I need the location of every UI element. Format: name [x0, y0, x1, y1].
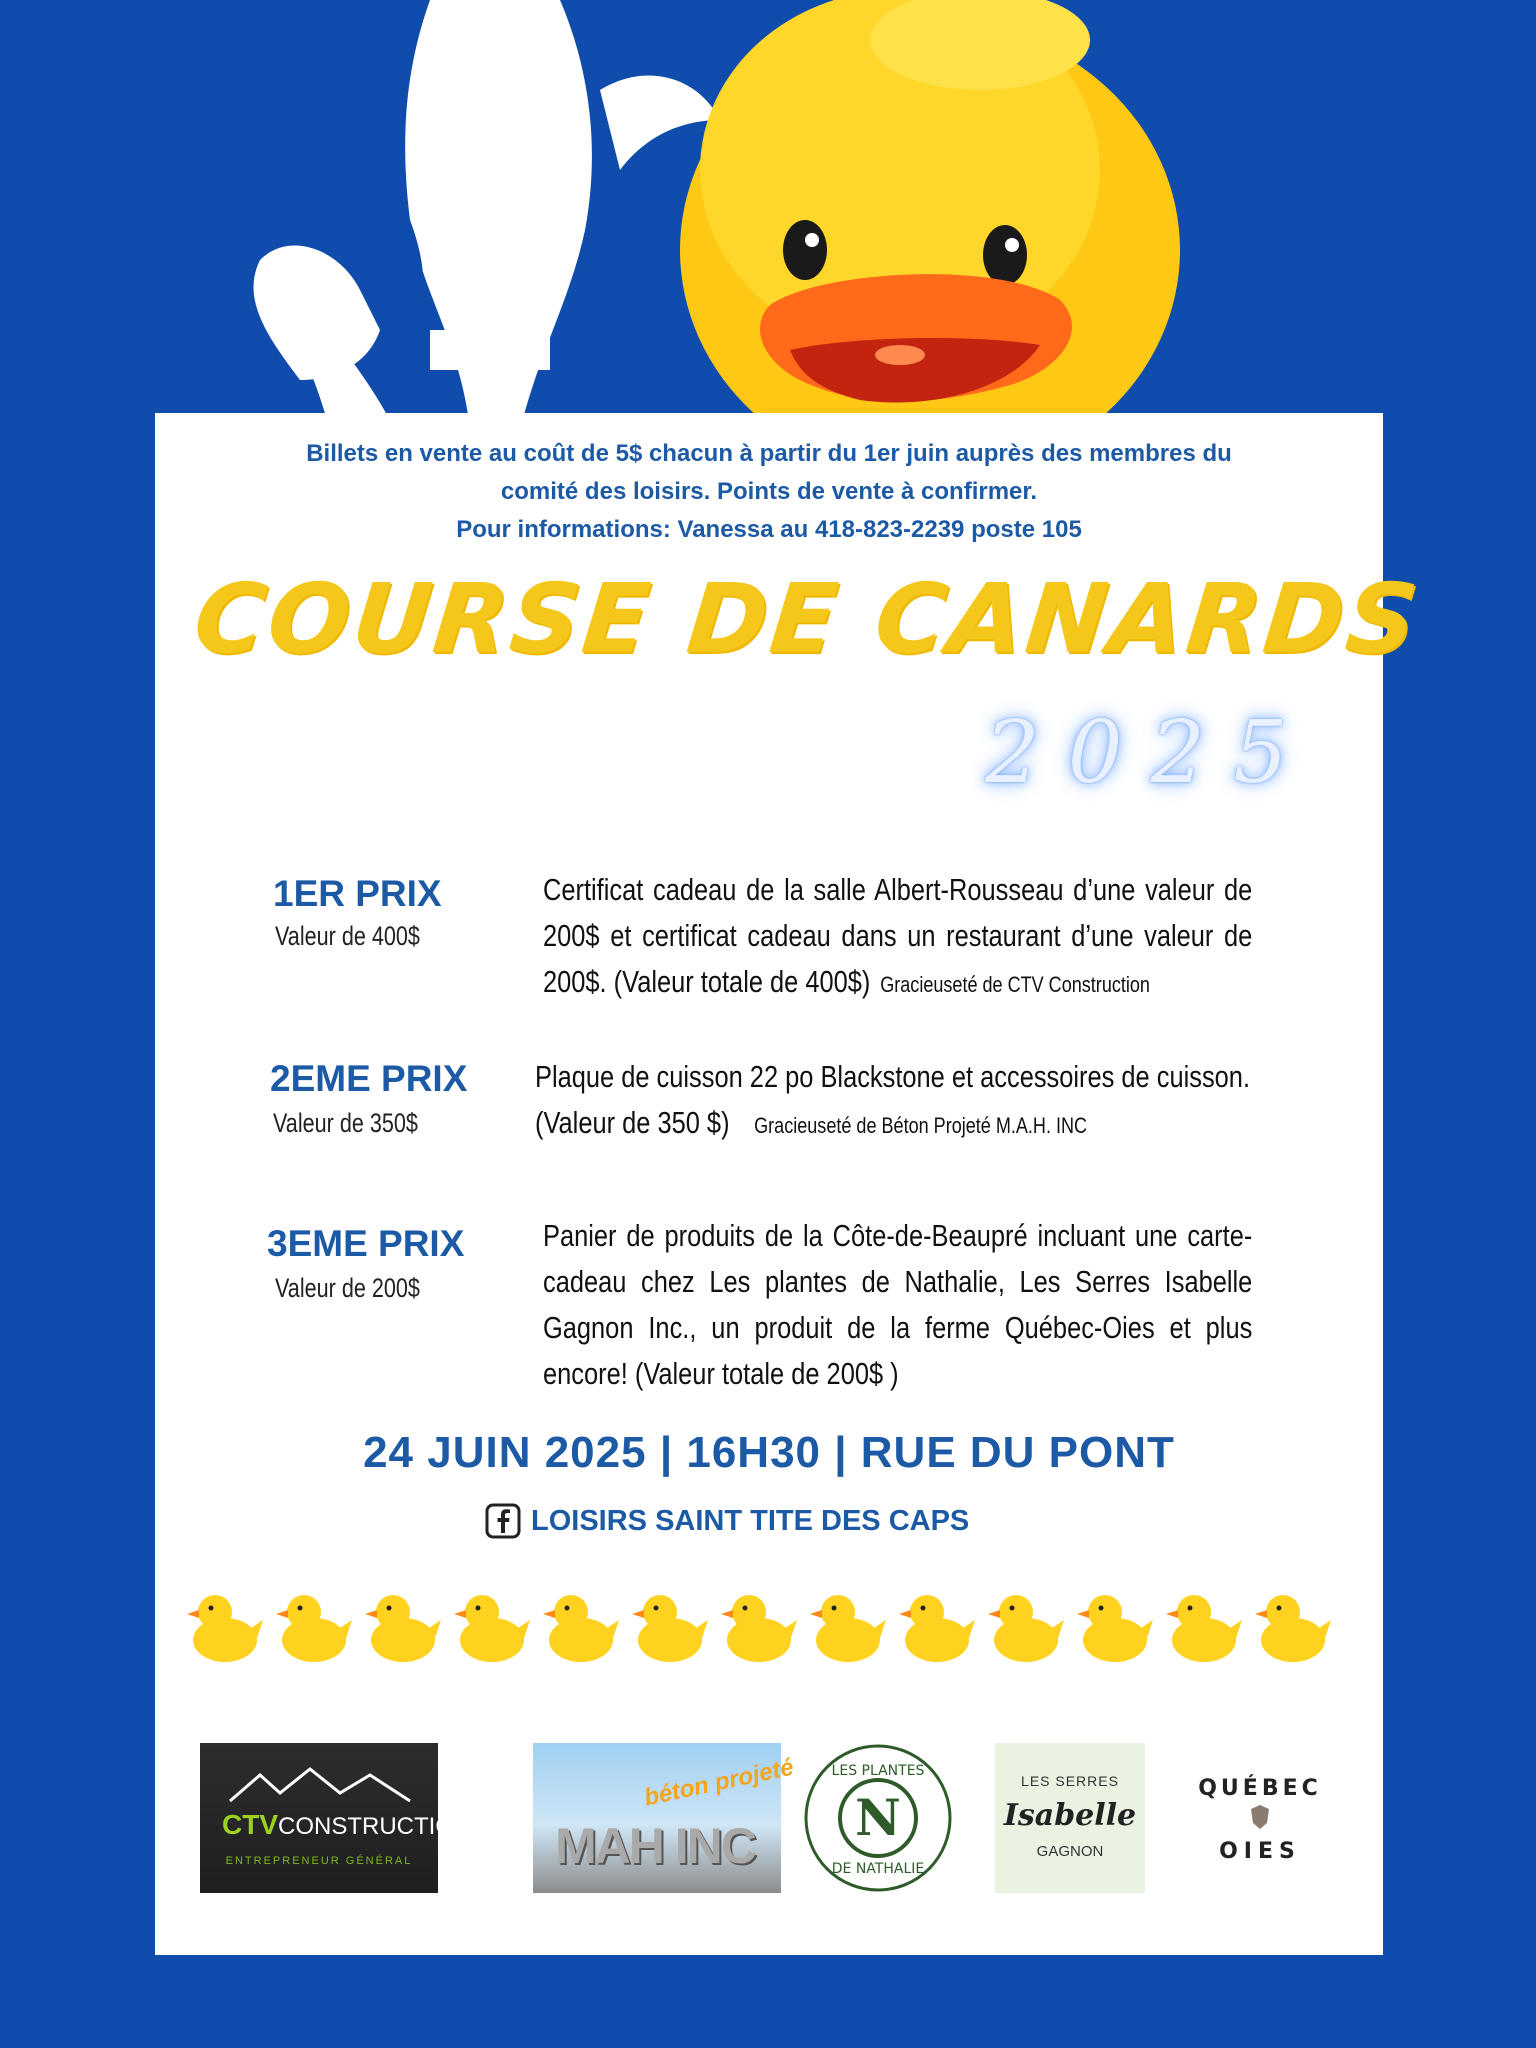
mah-logo-script: béton projeté — [641, 1753, 797, 1812]
duckling-icon — [1255, 1595, 1331, 1662]
prize-description — [543, 867, 1252, 1008]
prize-description-text: Panier de produits de la Côte-de-Beaupré incluant une carte-cadeau chez Les plantes de Nathalie, Les Serres Isabelle Gagnon Inc., un produit de la ferme Québec-Oies et plus encore! (Valeur totale de 200$ ) — [543, 1218, 1253, 1391]
ctv-logo-rest: CONSTRUCTION — [278, 1813, 472, 1840]
facebook-icon — [485, 1503, 521, 1539]
nathalie-bottom: DE NATHALIE — [831, 1861, 925, 1877]
duckling-icon — [899, 1595, 975, 1662]
prize-rank: 1ER PRIX — [273, 873, 442, 914]
duckling-icon — [810, 1595, 886, 1662]
facebook-link[interactable] — [485, 1503, 969, 1539]
mah-logo-text: MAH INC — [555, 1818, 755, 1874]
prize-description-text: (Valeur de 350 $) — [535, 1105, 730, 1140]
duck-row — [185, 1588, 1375, 1668]
event-details: 24 JUIN 2025 | 16H30 | RUE DU PONT — [363, 1428, 1175, 1477]
duckling-icon — [721, 1595, 797, 1662]
ticket-info-line: comité des loisirs. Points de vente à confirmer. — [500, 478, 1038, 505]
ticket-info-line: Billets en vente au coût de 5$ chacun à partir du 1er juin auprès des membres du — [306, 440, 1232, 467]
duckling-icon — [632, 1595, 708, 1662]
prize-credit: Gracieuseté de Béton Projeté M.A.H. INC — [754, 1113, 1088, 1138]
prize-description-text: Certificat cadeau de la salle Albert-Rousseau d’une valeur de 200$ et certificat cadeau dans un restaurant d’une valeur de 200$. (Valeur totale de 400$) — [543, 872, 1253, 999]
sponsor-logo-mah — [533, 1743, 797, 1893]
info-card — [155, 413, 1425, 1955]
hero-art — [0, 0, 1536, 430]
nathalie-top: LES PLANTES — [831, 1763, 925, 1779]
prize-rank: 3EME PRIX — [267, 1223, 465, 1264]
duckling-icon — [1077, 1595, 1153, 1662]
shield-icon — [1251, 1805, 1269, 1829]
sponsor-logo-ctv — [200, 1743, 472, 1893]
prize-value: Valeur de 200$ — [275, 1273, 420, 1303]
prize-rank: 2EME PRIX — [270, 1058, 468, 1099]
event-title: COURSE DE CANARDS — [189, 563, 1425, 675]
nathalie-letter: N — [855, 1788, 901, 1847]
duckling-icon — [1166, 1595, 1242, 1662]
prize-description — [543, 1213, 1252, 1397]
duckling-icon — [454, 1595, 530, 1662]
prize-value: Valeur de 350$ — [273, 1108, 418, 1138]
quebec-oies-top: QUÉBEC — [1198, 1776, 1322, 1801]
quebec-oies-bottom: OIES — [1219, 1839, 1301, 1864]
sponsor-logo-quebec-oies — [1185, 1743, 1335, 1893]
isabelle-top: LES SERRES — [1021, 1773, 1119, 1789]
isabelle-name: Isabelle — [1003, 1798, 1137, 1833]
duckling-icon — [543, 1595, 619, 1662]
rubber-duck-icon — [680, 0, 1180, 430]
ticket-info — [155, 435, 1383, 549]
prize-value: Valeur de 400$ — [275, 921, 420, 951]
duckling-icon — [187, 1595, 263, 1662]
sponsor-logo-isabelle — [995, 1743, 1145, 1893]
duckling-icon — [988, 1595, 1064, 1662]
duckling-icon — [365, 1595, 441, 1662]
sponsor-logo-nathalie — [803, 1743, 953, 1893]
event-year: 2025 — [985, 703, 1316, 803]
isabelle-sub: GAGNON — [1036, 1843, 1104, 1860]
prize-description-text: Plaque de cuisson 22 po Blackstone et accessoires de cuisson. — [535, 1059, 1251, 1094]
prize-description — [535, 1054, 1273, 1149]
ctv-logo-bold: CTV — [222, 1809, 278, 1840]
ctv-logo-tagline: ENTREPRENEUR GÉNÉRAL — [225, 1855, 413, 1867]
house-roof-icon — [220, 1763, 420, 1803]
fleur-de-lis-icon — [254, 0, 720, 430]
duckling-icon — [276, 1595, 352, 1662]
ctv-logo-text — [222, 1809, 471, 1841]
contact-info-line: Pour informations: Vanessa au 418-823-2239 poste 105 — [456, 516, 1082, 543]
prize-credit: Gracieuseté de CTV Construction — [880, 972, 1150, 997]
facebook-label: LOISIRS SAINT TITE DES CAPS — [531, 1504, 970, 1537]
